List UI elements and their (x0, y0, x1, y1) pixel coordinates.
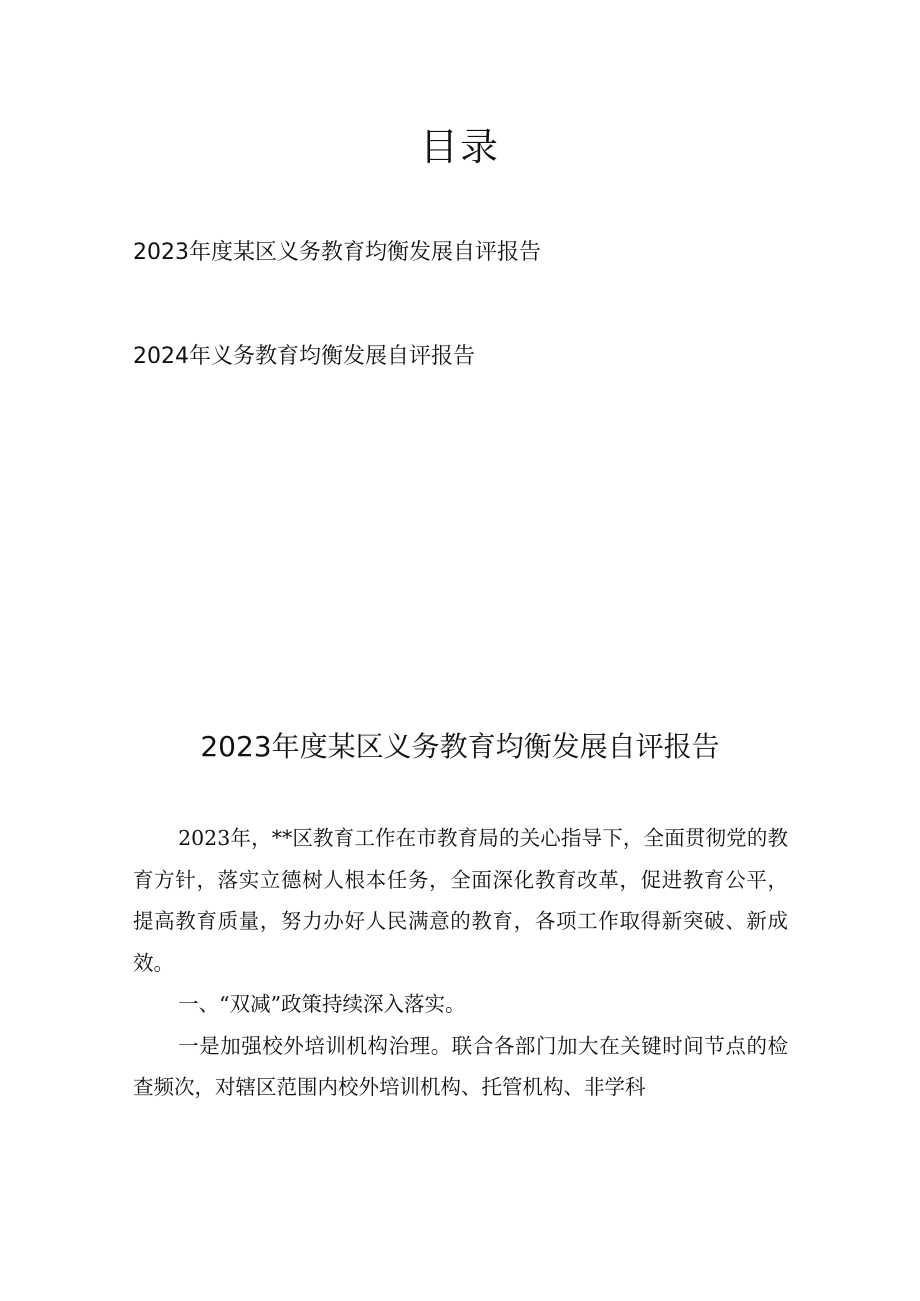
toc-item-2024-report[interactable]: 2024年义务教育均衡发展自评报告 (133, 344, 475, 369)
paragraph-section-heading: 一、“双减”政策持续深入落实。 (178, 992, 466, 1016)
toc-title: 目录 (419, 125, 500, 169)
report-title: 2023年度某区义务教育均衡发展自评报告 (200, 730, 720, 763)
toc-item-2023-report[interactable]: 2023年度某区义务教育均衡发展自评报告 (133, 240, 541, 265)
toc-list (133, 236, 833, 374)
report-body (133, 818, 788, 1109)
paragraph-intro: 2023年，**区教育工作在市教育局的关心指导下，全面贯彻党的教育方针，落实立德树人根本任务，全面深化教育改革，促进教育公平，提高教育质量，努力办好人民满意的教育，各项工作取得新突破、新成效。 (133, 826, 788, 975)
paragraph-point-one: 一是加强校外培训机构治理。联合各部门加大在关键时间节点的检查频次，对辖区范围内校外培训机构、托管机构、非学科 (133, 1033, 788, 1099)
